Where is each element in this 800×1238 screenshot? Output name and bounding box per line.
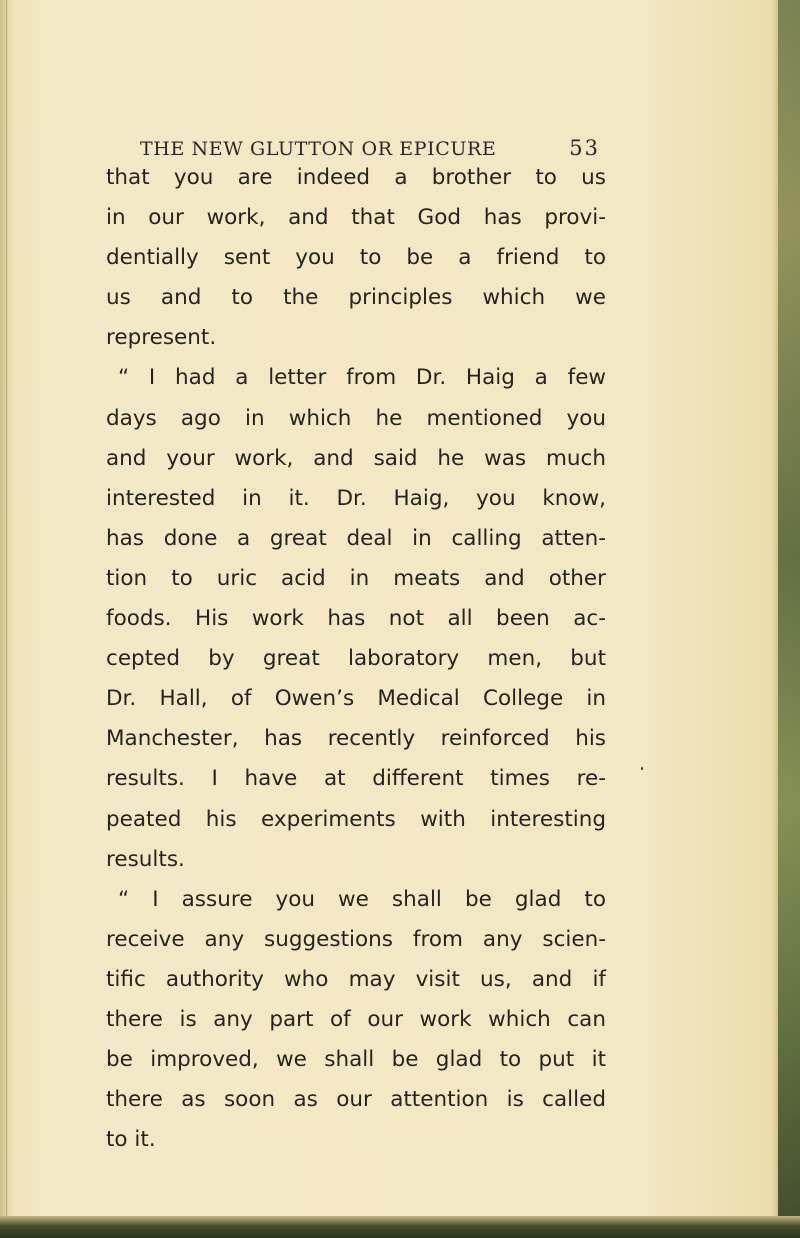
text-line: Dr. Hall, of Owen’s Medical College in <box>106 686 606 712</box>
text-line: there is any part of our work which can <box>106 1006 606 1032</box>
text-line: that you are indeed a brother to us <box>106 165 606 190</box>
book-cover-edge-right <box>778 0 800 1238</box>
text-line: results. <box>106 846 185 872</box>
text-line: has done a great deal in calling atten- <box>106 525 606 551</box>
text-line: interested in it. Dr. Haig, you know, <box>106 485 606 511</box>
text-line: represent. <box>106 325 217 351</box>
text-line: results. I have at different times re- <box>106 766 606 792</box>
text-line: receive any suggestions from any scien- <box>106 926 606 952</box>
text-line: and your work, and said he was much <box>106 445 606 471</box>
page-gutter-line <box>6 0 7 1238</box>
book-cover-edge-bottom <box>0 1216 800 1238</box>
text-line: foods. His work has not all been ac- <box>106 606 606 632</box>
running-title: THE NEW GLUTTON OR EPICURE <box>140 138 497 160</box>
text-line: days ago in which he mentioned you <box>106 405 606 431</box>
text-line: to it. <box>106 1127 156 1153</box>
text-line: us and to the principles which we <box>106 285 606 311</box>
page-number: 53 <box>569 136 600 160</box>
text-line: dentially sent you to be a friend to <box>106 245 606 271</box>
text-line: “ I had a letter from Dr. Haig a few <box>118 365 606 391</box>
text-line: “ I assure you we shall be glad to <box>118 886 606 912</box>
running-header <box>140 136 600 160</box>
text-line: in our work, and that God has provi- <box>106 205 606 231</box>
page-left-edge <box>0 0 14 1238</box>
text-line: there as soon as our attention is called <box>106 1087 606 1113</box>
text-line: peated his experiments with interesting <box>106 806 606 832</box>
ink-speck <box>641 767 643 770</box>
text-line: cepted by great laboratory men, but <box>106 646 606 672</box>
text-line: Manchester, has recently reinforced his <box>106 726 606 752</box>
text-line: be improved, we shall be glad to put it <box>106 1047 606 1073</box>
body-text <box>106 158 606 1160</box>
text-line: tific authority who may visit us, and if <box>106 966 606 992</box>
text-line: tion to uric acid in meats and other <box>106 565 606 591</box>
